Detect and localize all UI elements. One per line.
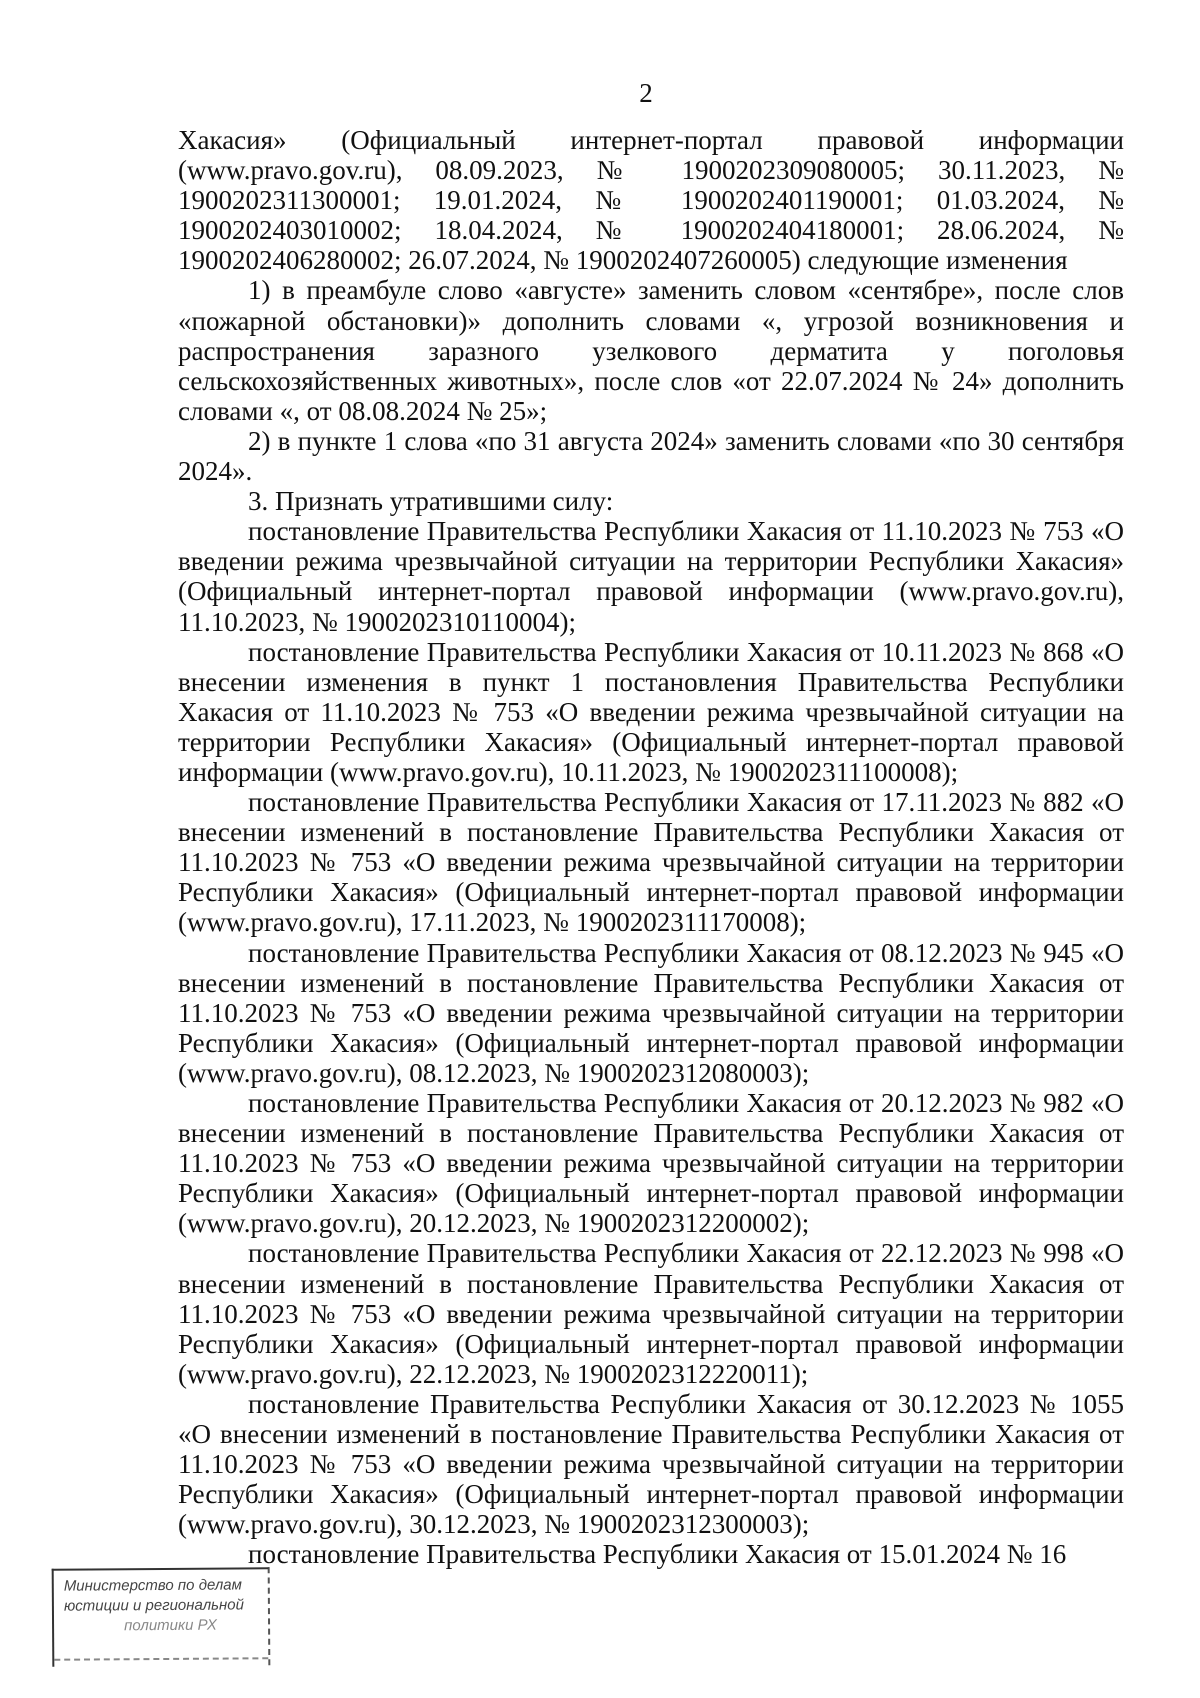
- page-number: 2: [639, 78, 653, 108]
- paragraph-repealed-982: постановление Правительства Республики Хакасия от 20.12.2023 № 982 «О внесении изменений в постановление Правительства Республики Хакасия от 11.10.2023 № 753 «О введении режима чрезвычайной ситуации на территории Республики Хакасия» (Официальный интернет-портал правовой информации (www.pravo.gov.ru), 20.12.2023, № 1900202312200002);: [178, 1088, 1124, 1239]
- stamp-border-bottom: [54, 1657, 268, 1660]
- paragraph-amended-act-tail: Хакасия» (Официальный интернет-портал правовой информации (www.pravo.gov.ru), 08.09.2023, № 1900202309080005; 30.11.2023, № 1900202311300001; 19.01.2024, № 1900202401190001; 01.03.2024, № 1900202403010002; 18.04.2024, № 1900202404180001; 28.06.2024, № 1900202406280002; 26.07.2024, № 1900202407260005) следующие изменения: [178, 125, 1124, 276]
- paragraph-item-2-clause: 2) в пункте 1 слова «по 31 августа 2024» заменить словами «по 30 сентября 2024».: [178, 425, 1124, 487]
- paragraph-repealed-1055: постановление Правительства Республики Хакасия от 30.12.2023 № 1055 «О внесении изменений в постановление Правительства Республики Хакасия от 11.10.2023 № 753 «О введении режима чрезвычайной ситуации на территории Республики Хакасия» (Официальный интернет-портал правовой информации (www.pravo.gov.ru), 30.12.2023, № 1900202312300003);: [178, 1388, 1124, 1540]
- paragraph-section-3-heading: 3. Признать утратившими силу:: [248, 486, 614, 517]
- paragraph-repealed-882: постановление Правительства Республики Хакасия от 17.11.2023 № 882 «О внесении изменений в постановление Правительства Республики Хакасия от 11.10.2023 № 753 «О введении режима чрезвычайной ситуации на территории Республики Хакасия» (Официальный интернет-портал правовой информации (www.pravo.gov.ru), 17.11.2023, № 1900202311170008);: [178, 787, 1124, 938]
- paragraph-item-1-preamble: 1) в преамбуле слово «августе» заменить словом «сентябре», после слов «пожарной обстановки)» дополнить словами «, угрозой возникновения и распространения заразного узелкового дерматита у поголовья сельскохозяйственных животных», после слов «от 22.07.2024 № 24» дополнить словами «, от 08.08.2024 № 25»;: [178, 275, 1124, 426]
- paragraph-repealed-998: постановление Правительства Республики Хакасия от 22.12.2023 № 998 «О внесении изменений в постановление Правительства Республики Хакасия от 11.10.2023 № 753 «О введении режима чрезвычайной ситуации на территории Республики Хакасия» (Официальный интернет-портал правовой информации (www.pravo.gov.ru), 22.12.2023, № 1900202312220011);: [178, 1238, 1124, 1389]
- stamp-line-2: юстиции и региональной: [63, 1596, 245, 1615]
- stamp-line-1: Министерство по делам: [63, 1576, 242, 1595]
- ministry-stamp: [52, 1567, 271, 1667]
- paragraph-repealed-868: постановление Правительства Республики Хакасия от 10.11.2023 № 868 «О внесении изменения в пункт 1 постановления Правительства Республики Хакасия от 11.10.2023 № 753 «О введении режима чрезвычайной ситуации на территории Республики Хакасия» (Официальный интернет-портал правовой информации (www.pravo.gov.ru), 10.11.2023, № 1900202311100008);: [178, 636, 1124, 787]
- document-body: [178, 125, 1124, 1570]
- stamp-line-3: политики РХ: [124, 1616, 217, 1635]
- paragraph-repealed-753: постановление Правительства Республики Хакасия от 11.10.2023 № 753 «О введении режима чрезвычайной ситуации на территории Республики Хакасия» (Официальный интернет-портал правовой информации (www.pravo.gov.ru), 11.10.2023, № 1900202310110004);: [178, 516, 1124, 637]
- paragraph-repealed-945: постановление Правительства Республики Хакасия от 08.12.2023 № 945 «О внесении изменений в постановление Правительства Республики Хакасия от 11.10.2023 № 753 «О введении режима чрезвычайной ситуации на территории Республики Хакасия» (Официальный интернет-портал правовой информации (www.pravo.gov.ru), 08.12.2023, № 1900202312080003);: [178, 937, 1124, 1088]
- paragraph-repealed-16: постановление Правительства Республики Хакасия от 15.01.2024 № 16: [248, 1539, 1067, 1570]
